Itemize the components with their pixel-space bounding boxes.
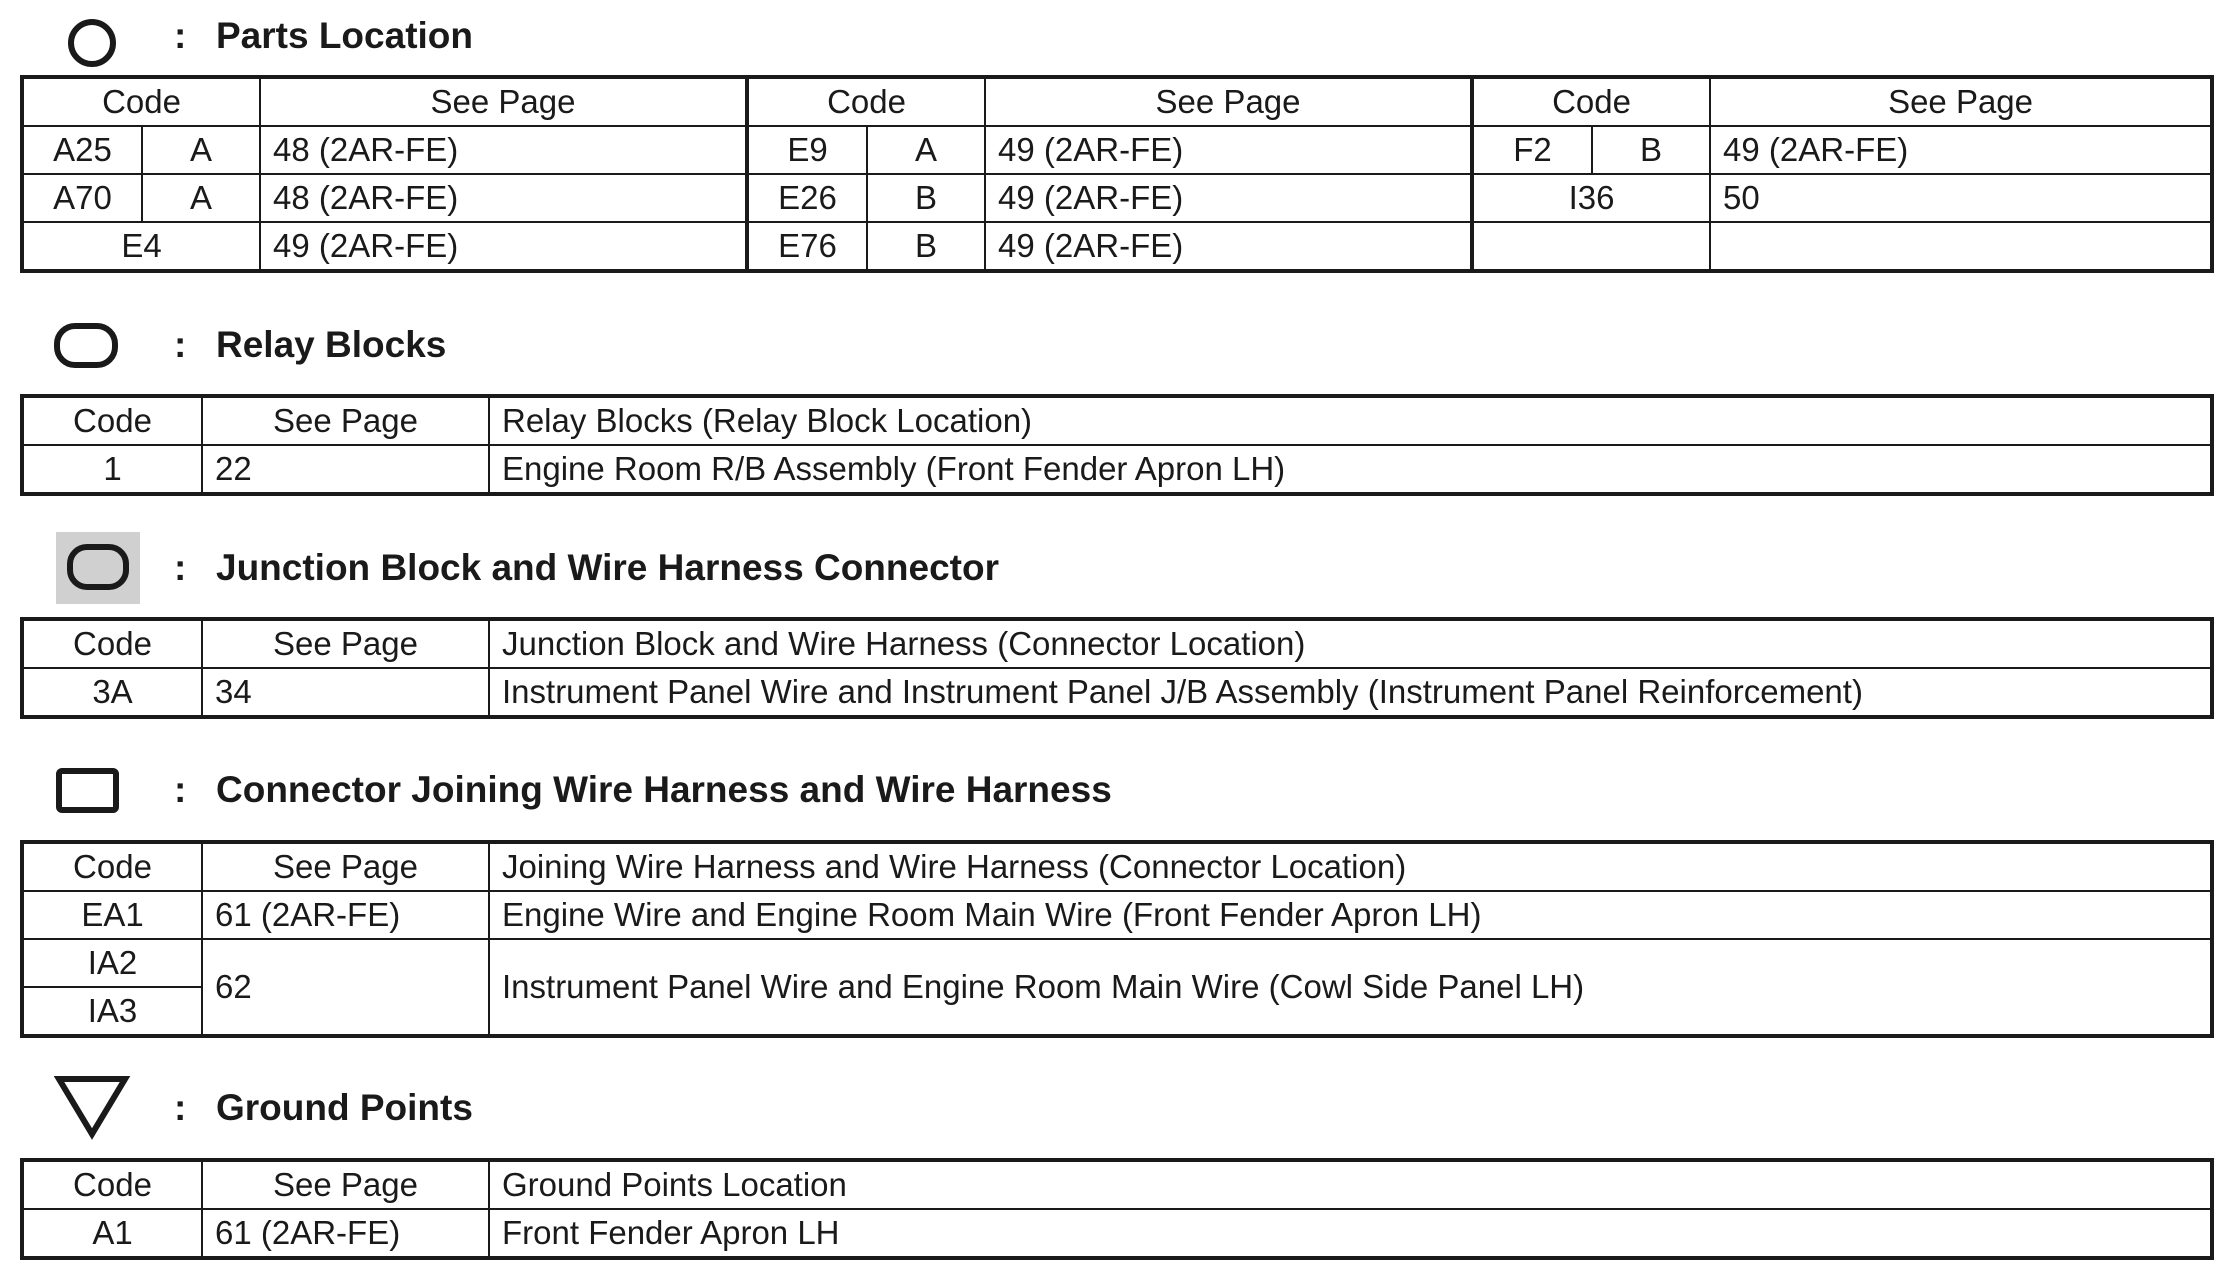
table-row [22,939,2212,987]
header-code: Code [22,396,202,445]
page-cell: 50 [1710,174,2212,222]
table-header-row [22,619,2212,668]
table-header-row [22,77,2212,126]
header-see-page: See Page [1710,77,2212,126]
code-cell: E26 [747,174,867,222]
page-cell: 48 (2AR-FE) [260,126,747,174]
shaded-rounded-rect-icon [56,532,140,604]
header-see-page: See Page [260,77,747,126]
header-see-page: See Page [202,396,489,445]
page-cell: 61 (2AR-FE) [202,891,489,939]
header-see-page: See Page [202,1160,489,1209]
code-sub-cell: B [1592,126,1710,174]
code-sub-cell: B [867,222,985,271]
colon: : [174,1087,187,1128]
code-sub-cell: B [867,174,985,222]
junction-blocks-table [20,617,2214,719]
table-header-row [22,842,2212,891]
header-code: Code [1472,77,1710,126]
header-code: Code [22,842,202,891]
parts-location-table [20,75,2214,273]
section-title: Junction Block and Wire Harness Connector [216,547,999,588]
code-cell: EA1 [22,891,202,939]
location-cell: Engine Wire and Engine Room Main Wire (Front Fender Apron LH) [489,891,2212,939]
page-cell: 49 (2AR-FE) [1710,126,2212,174]
code-cell: IA3 [22,987,202,1036]
code-cell: E9 [747,126,867,174]
code-cell: 1 [22,445,202,494]
code-cell: F2 [1472,126,1592,174]
section-header-junction-blocks [0,538,1400,598]
code-cell: A25 [22,126,142,174]
header-code: Code [747,77,985,126]
section-header-parts-location [0,6,1400,66]
code-cell: I36 [1472,174,1710,222]
code-cell: E4 [22,222,260,271]
header-see-page: See Page [985,77,1472,126]
page-cell: 49 (2AR-FE) [260,222,747,271]
page-cell: 49 (2AR-FE) [985,174,1472,222]
colon: : [174,324,187,365]
section-header-ground-points [0,1078,1400,1138]
page-cell: 49 (2AR-FE) [985,222,1472,271]
table-row [22,222,2212,271]
location-cell: Front Fender Apron LH [489,1209,2212,1258]
colon: : [174,769,187,810]
table-row [22,891,2212,939]
header-location: Ground Points Location [489,1160,2212,1209]
page-cell [1710,222,2212,271]
table-header-row [22,1160,2212,1209]
section-title: Parts Location [216,15,473,56]
header-location: Junction Block and Wire Harness (Connector Location) [489,619,2212,668]
table-row [22,174,2212,222]
page-cell: 49 (2AR-FE) [985,126,1472,174]
triangle-down-icon [54,1074,134,1140]
header-code: Code [22,1160,202,1209]
code-cell: A1 [22,1209,202,1258]
section-title: Relay Blocks [216,324,447,365]
code-sub-cell: A [142,174,260,222]
header-see-page: See Page [202,842,489,891]
page-cell: 34 [202,668,489,717]
table-row [22,1209,2212,1258]
page-cell: 48 (2AR-FE) [260,174,747,222]
code-cell [1472,222,1710,271]
location-cell: Instrument Panel Wire and Engine Room Main Wire (Cowl Side Panel LH) [489,939,2212,1036]
rectangle-icon [54,766,124,816]
section-header-connector-joining [0,760,1400,820]
header-location: Joining Wire Harness and Wire Harness (Connector Location) [489,842,2212,891]
colon: : [174,15,187,56]
header-see-page: See Page [202,619,489,668]
code-cell: E76 [747,222,867,271]
code-cell: IA2 [22,939,202,987]
relay-blocks-table [20,394,2214,496]
section-title: Ground Points [216,1087,473,1128]
connector-joining-table [20,840,2214,1038]
code-sub-cell: A [867,126,985,174]
code-sub-cell: A [142,126,260,174]
section-header-relay-blocks [0,315,1400,375]
circle-icon [66,16,120,70]
section-title: Connector Joining Wire Harness and Wire Harness [216,769,1112,810]
ground-points-table [20,1158,2214,1260]
page-cell: 22 [202,445,489,494]
header-code: Code [22,619,202,668]
header-location: Relay Blocks (Relay Block Location) [489,396,2212,445]
table-row [22,668,2212,717]
header-code: Code [22,77,260,126]
table-row [22,126,2212,174]
location-cell: Engine Room R/B Assembly (Front Fender Apron LH) [489,445,2212,494]
code-cell: A70 [22,174,142,222]
page-cell: 62 [202,939,489,1036]
location-cell: Instrument Panel Wire and Instrument Panel J/B Assembly (Instrument Panel Reinforcement) [489,668,2212,717]
code-cell: 3A [22,668,202,717]
table-header-row [22,396,2212,445]
table-row [22,445,2212,494]
colon: : [174,547,187,588]
rounded-rect-icon [52,321,122,371]
page-cell: 61 (2AR-FE) [202,1209,489,1258]
